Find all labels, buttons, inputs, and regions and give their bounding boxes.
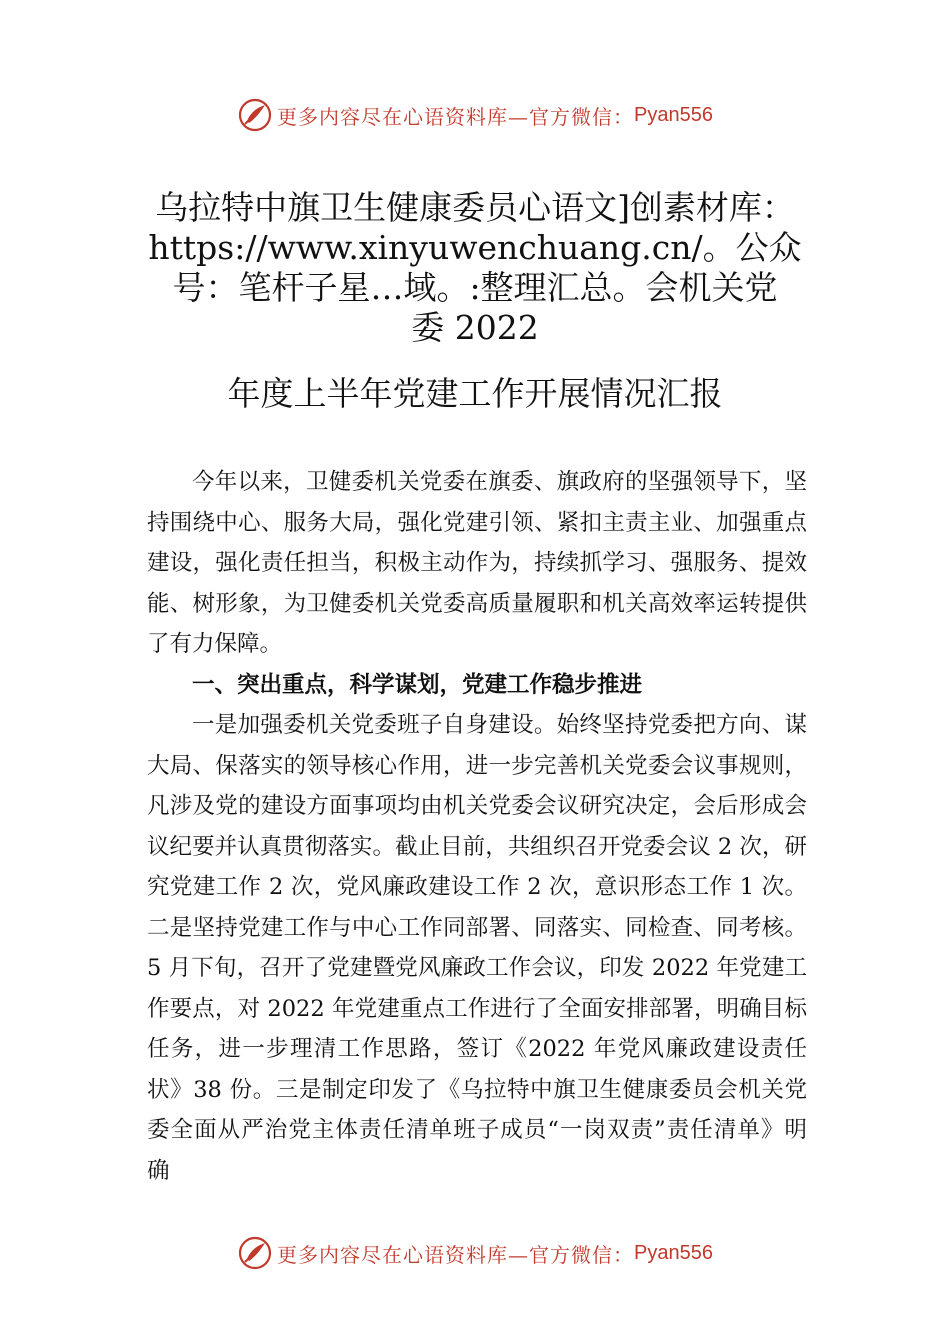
title-line-2: https://www.xinyuwenchuang.cn/。公众 (148, 228, 802, 267)
paragraph-intro: 今年以来，卫健委机关党委在旗委、旗政府的坚强领导下，坚持围绕中心、服务大局，强化党建引领、紧扣主责主业、加强重点建设，强化责任担当，积极主动作为，持续抓学习、强服务、提效能、树形象，为卫健委机关党委高质量履职和机关高效率运转提供了有力保障。 (147, 469, 807, 657)
paragraph-section-1: 一是加强委机关党委班子自身建设。始终坚持党委把方向、谋大局、保落实的领导核心作用，进一步完善机关党委会议事规则，凡涉及党的建设方面事项均由机关党委会议研究决定，会后形成会议纪要并认真贯彻落实。截止目前，共组织召开党委会议 2 次，研究党建工作 2 次，党风廉政建设工作 2 次，意识形态工作 1 次。二是坚持党建工作与中心工作同部署、同落实、同检查、同考核。5 月下旬，召开了党建暨党风廉政工作会议，印发 2022 年党建工作要点，对 2022 年党建重点工作进行了全面安排部署，明确目标任务，进一步理清工作思路，签订《2022 年党风廉政建设责任状》38 份。三是制定印发了《乌拉特中旗卫生健康委员会机关党委全面从严治党主体责任清单班子成员“一岗双责”责任清单》明 确 (147, 712, 807, 1184)
title-line-1: 乌拉特中旗卫生健康委员心语文]创素材库： (155, 188, 795, 227)
section-heading-1: 一、突出重点，科学谋划，党建工作稳步推进 (192, 671, 643, 698)
document-title (140, 188, 810, 348)
title-line-4: 委 2022 (411, 308, 539, 347)
watermark-logo-icon (237, 1235, 273, 1271)
title-line-3: 号：笔杆子星…域。:整理汇总。会机关党 (172, 268, 778, 307)
watermark-text: 更多内容尽在心语资料库—官方微信： (277, 104, 635, 129)
watermark-account: Pyan556 (634, 1241, 713, 1264)
watermark-logo-icon (237, 97, 273, 133)
watermark-text: 更多内容尽在心语资料库—官方微信： (277, 1242, 635, 1267)
watermark-footer (0, 1233, 950, 1273)
document-body (147, 462, 807, 1191)
watermark-account: Pyan556 (634, 103, 713, 126)
document-subtitle: 年度上半年党建工作开展情况汇报 (227, 374, 723, 413)
watermark-header (0, 95, 950, 135)
